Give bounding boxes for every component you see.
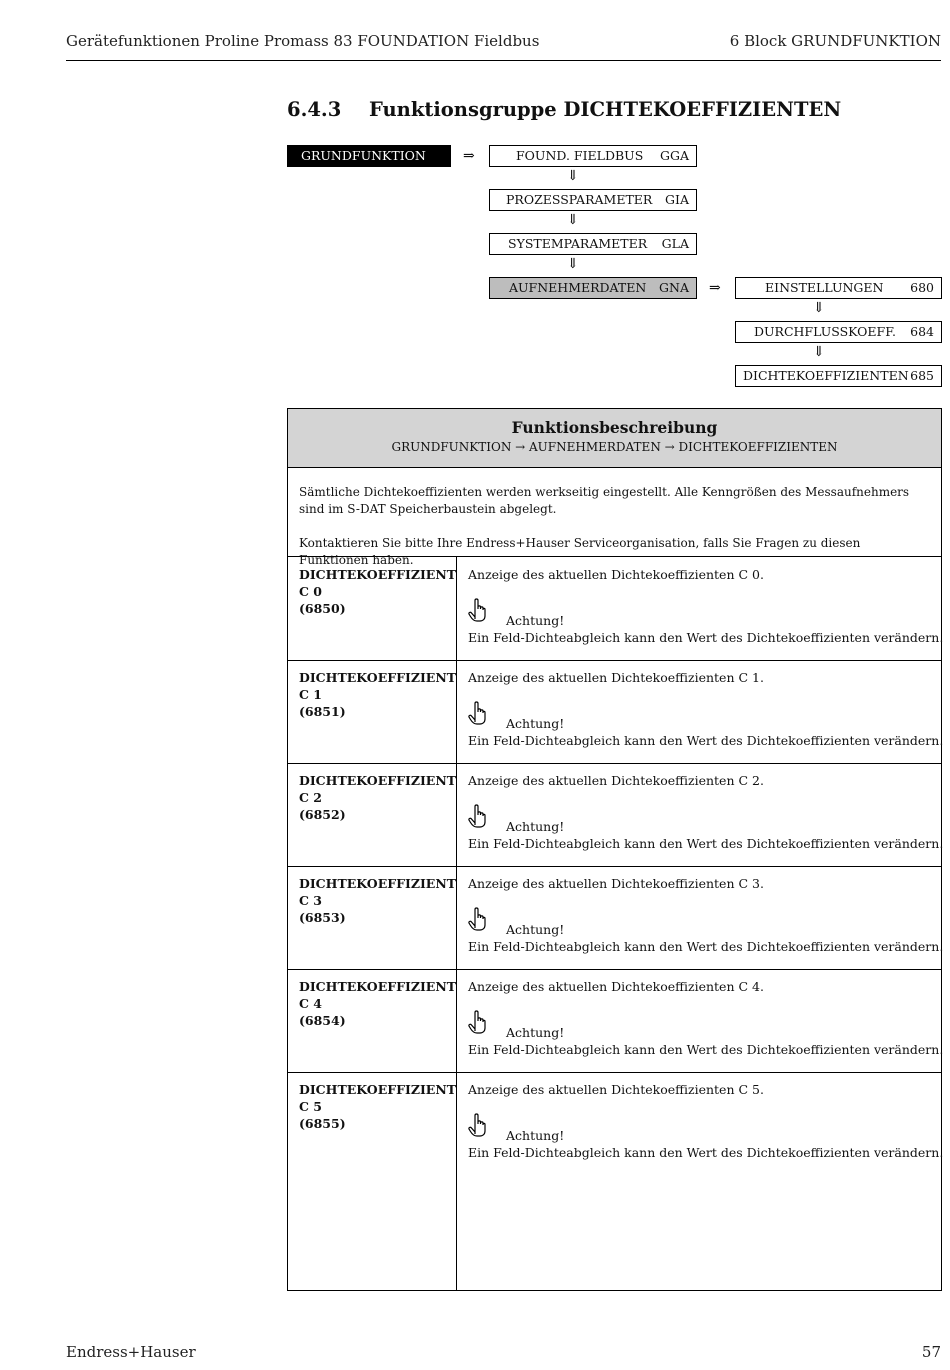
function-coef: C 4 (299, 996, 322, 1011)
pointing-hand-icon (468, 803, 486, 829)
pointing-hand-icon (468, 1009, 486, 1035)
pointing-hand-icon (468, 1112, 486, 1138)
section-title: Funktionsgruppe DICHTEKOEFFIZIENTEN (369, 98, 842, 121)
pointing-hand-icon (468, 700, 486, 726)
function-name (299, 772, 457, 823)
table-intro (288, 468, 941, 567)
function-description (468, 566, 933, 583)
function-code: (6853) (299, 910, 346, 925)
section-number: 6.4.3 (287, 98, 342, 121)
arrow-down-icon: ⇓ (813, 344, 825, 360)
warning-label: Achtung! (506, 819, 565, 834)
function-name (299, 978, 457, 1029)
warning-text: Ein Feld-Dichteabgleich kann den Wert des Dichtekoeffizienten verändern. (468, 733, 944, 748)
table-row (288, 969, 944, 1073)
function-coef: C 5 (299, 1099, 322, 1114)
function-description (468, 875, 933, 892)
warning-label: Achtung! (506, 1025, 565, 1040)
nav-box-aufnehmerdaten (489, 277, 697, 299)
running-header-title: Gerätefunktionen Proline Promass 83 FOUNDATION Fieldbus (66, 32, 540, 50)
nav-box-code: GNA (659, 280, 689, 295)
description-text: Anzeige des aktuellen Dichtekoeffizienten C 1. (468, 670, 764, 685)
warning-text: Ein Feld-Dichteabgleich kann den Wert des Dichtekoeffizienten verändern. (468, 939, 944, 954)
nav-box-code: 685 (910, 368, 934, 383)
warning-text: Ein Feld-Dichteabgleich kann den Wert des Dichtekoeffizienten verändern. (468, 1042, 944, 1057)
function-coef: C 2 (299, 790, 322, 805)
arrow-right-icon: ⇒ (463, 148, 475, 164)
nav-box-label: GRUNDFUNKTION (301, 148, 426, 163)
table-row (288, 557, 944, 661)
function-code: (6855) (299, 1116, 346, 1131)
intro-paragraph: Sämtliche Dichtekoeffizienten werden werkseitig eingestellt. Alle Kenngrößen des Messaufnehmers sind im S-DAT Speicherbaustein abgelegt. (299, 485, 910, 516)
pointing-hand-icon (468, 597, 486, 623)
table-row (288, 763, 944, 867)
function-coef: C 3 (299, 893, 322, 908)
warning-text: Ein Feld-Dichteabgleich kann den Wert des Dichtekoeffizienten verändern. (468, 1145, 944, 1160)
nav-box-code: GLA (661, 236, 689, 251)
nav-box-durchflusskoeff (735, 321, 942, 343)
header-rule (66, 60, 941, 61)
function-description-table (287, 408, 942, 1291)
warning-label: Achtung! (506, 613, 565, 628)
nav-box-dichtekoeffizienten (735, 365, 942, 387)
function-code: (6854) (299, 1013, 346, 1028)
nav-box-label: PROZESSPARAMETER (506, 192, 653, 207)
function-coef: C 0 (299, 584, 322, 599)
table-header (288, 409, 941, 468)
arrow-down-icon: ⇓ (567, 256, 579, 272)
function-description (468, 772, 933, 789)
nav-box-label: AUFNEHMERDATEN (509, 280, 647, 295)
arrow-down-icon: ⇓ (567, 212, 579, 228)
nav-box-label: DURCHFLUSSKOEFF. (754, 324, 896, 339)
warning-label: Achtung! (506, 716, 565, 731)
pointing-hand-icon (468, 906, 486, 932)
nav-box-code: 684 (910, 324, 934, 339)
function-code: (6850) (299, 601, 346, 616)
function-description (468, 669, 933, 686)
nav-box-found-fieldbus (489, 145, 697, 167)
arrow-down-icon: ⇓ (567, 168, 579, 184)
warning-label: Achtung! (506, 922, 565, 937)
running-header-chapter: 6 Block GRUNDFUNKTION (729, 32, 941, 50)
nav-box-grundfunktion (287, 145, 451, 167)
warning-text: Ein Feld-Dichteabgleich kann den Wert des Dichtekoeffizienten verändern. (468, 836, 944, 851)
table-row (288, 1072, 944, 1175)
function-name-label: DICHTEKOEFFIZIENT (299, 979, 457, 994)
nav-box-systemparameter (489, 233, 697, 255)
table-row (288, 866, 944, 970)
function-name-label: DICHTEKOEFFIZIENT (299, 876, 457, 891)
function-name-label: DICHTEKOEFFIZIENT (299, 567, 457, 582)
description-text: Anzeige des aktuellen Dichtekoeffizienten C 2. (468, 773, 764, 788)
nav-box-code: 680 (910, 280, 934, 295)
table-title: Funktionsbeschreibung (511, 418, 718, 437)
function-name-label: DICHTEKOEFFIZIENT (299, 670, 457, 685)
function-name (299, 566, 457, 617)
description-text: Anzeige des aktuellen Dichtekoeffizienten C 3. (468, 876, 764, 891)
nav-box-label: EINSTELLUNGEN (765, 280, 884, 295)
description-text: Anzeige des aktuellen Dichtekoeffizienten C 4. (468, 979, 764, 994)
function-name (299, 669, 457, 720)
function-description (468, 1081, 933, 1098)
warning-label: Achtung! (506, 1128, 565, 1143)
nav-box-code: GIA (665, 192, 689, 207)
function-coef: C 1 (299, 687, 322, 702)
nav-box-label: FOUND. FIELDBUS (516, 148, 644, 163)
function-code: (6852) (299, 807, 346, 822)
nav-box-prozessparameter (489, 189, 697, 211)
nav-box-label: DICHTEKOEFFIZIENTEN (743, 368, 909, 383)
description-text: Anzeige des aktuellen Dichtekoeffizienten C 0. (468, 567, 764, 582)
intro-paragraph: Kontaktieren Sie bitte Ihre Endress+Hauser Serviceorganisation, falls Sie Fragen zu diesen Funktionen haben. (299, 536, 861, 567)
arrow-right-icon: ⇒ (709, 280, 721, 296)
function-name-label: DICHTEKOEFFIZIENT (299, 1082, 457, 1097)
table-path: GRUNDFUNKTION → AUFNEHMERDATEN → DICHTEKOEFFIZIENTEN (391, 440, 838, 454)
nav-box-label: SYSTEMPARAMETER (508, 236, 648, 251)
description-text: Anzeige des aktuellen Dichtekoeffizienten C 5. (468, 1082, 764, 1097)
page-number: 57 (921, 1343, 941, 1361)
function-code: (6851) (299, 704, 346, 719)
function-name-label: DICHTEKOEFFIZIENT (299, 773, 457, 788)
function-name (299, 1081, 457, 1132)
footer-brand: Endress+Hauser (66, 1343, 196, 1361)
function-description (468, 978, 933, 995)
warning-text: Ein Feld-Dichteabgleich kann den Wert des Dichtekoeffizienten verändern. (468, 630, 944, 645)
function-name (299, 875, 457, 926)
nav-box-code: GGA (660, 148, 689, 163)
arrow-down-icon: ⇓ (813, 300, 825, 316)
table-row (288, 660, 944, 764)
nav-box-einstellungen (735, 277, 942, 299)
section-heading (287, 98, 841, 121)
